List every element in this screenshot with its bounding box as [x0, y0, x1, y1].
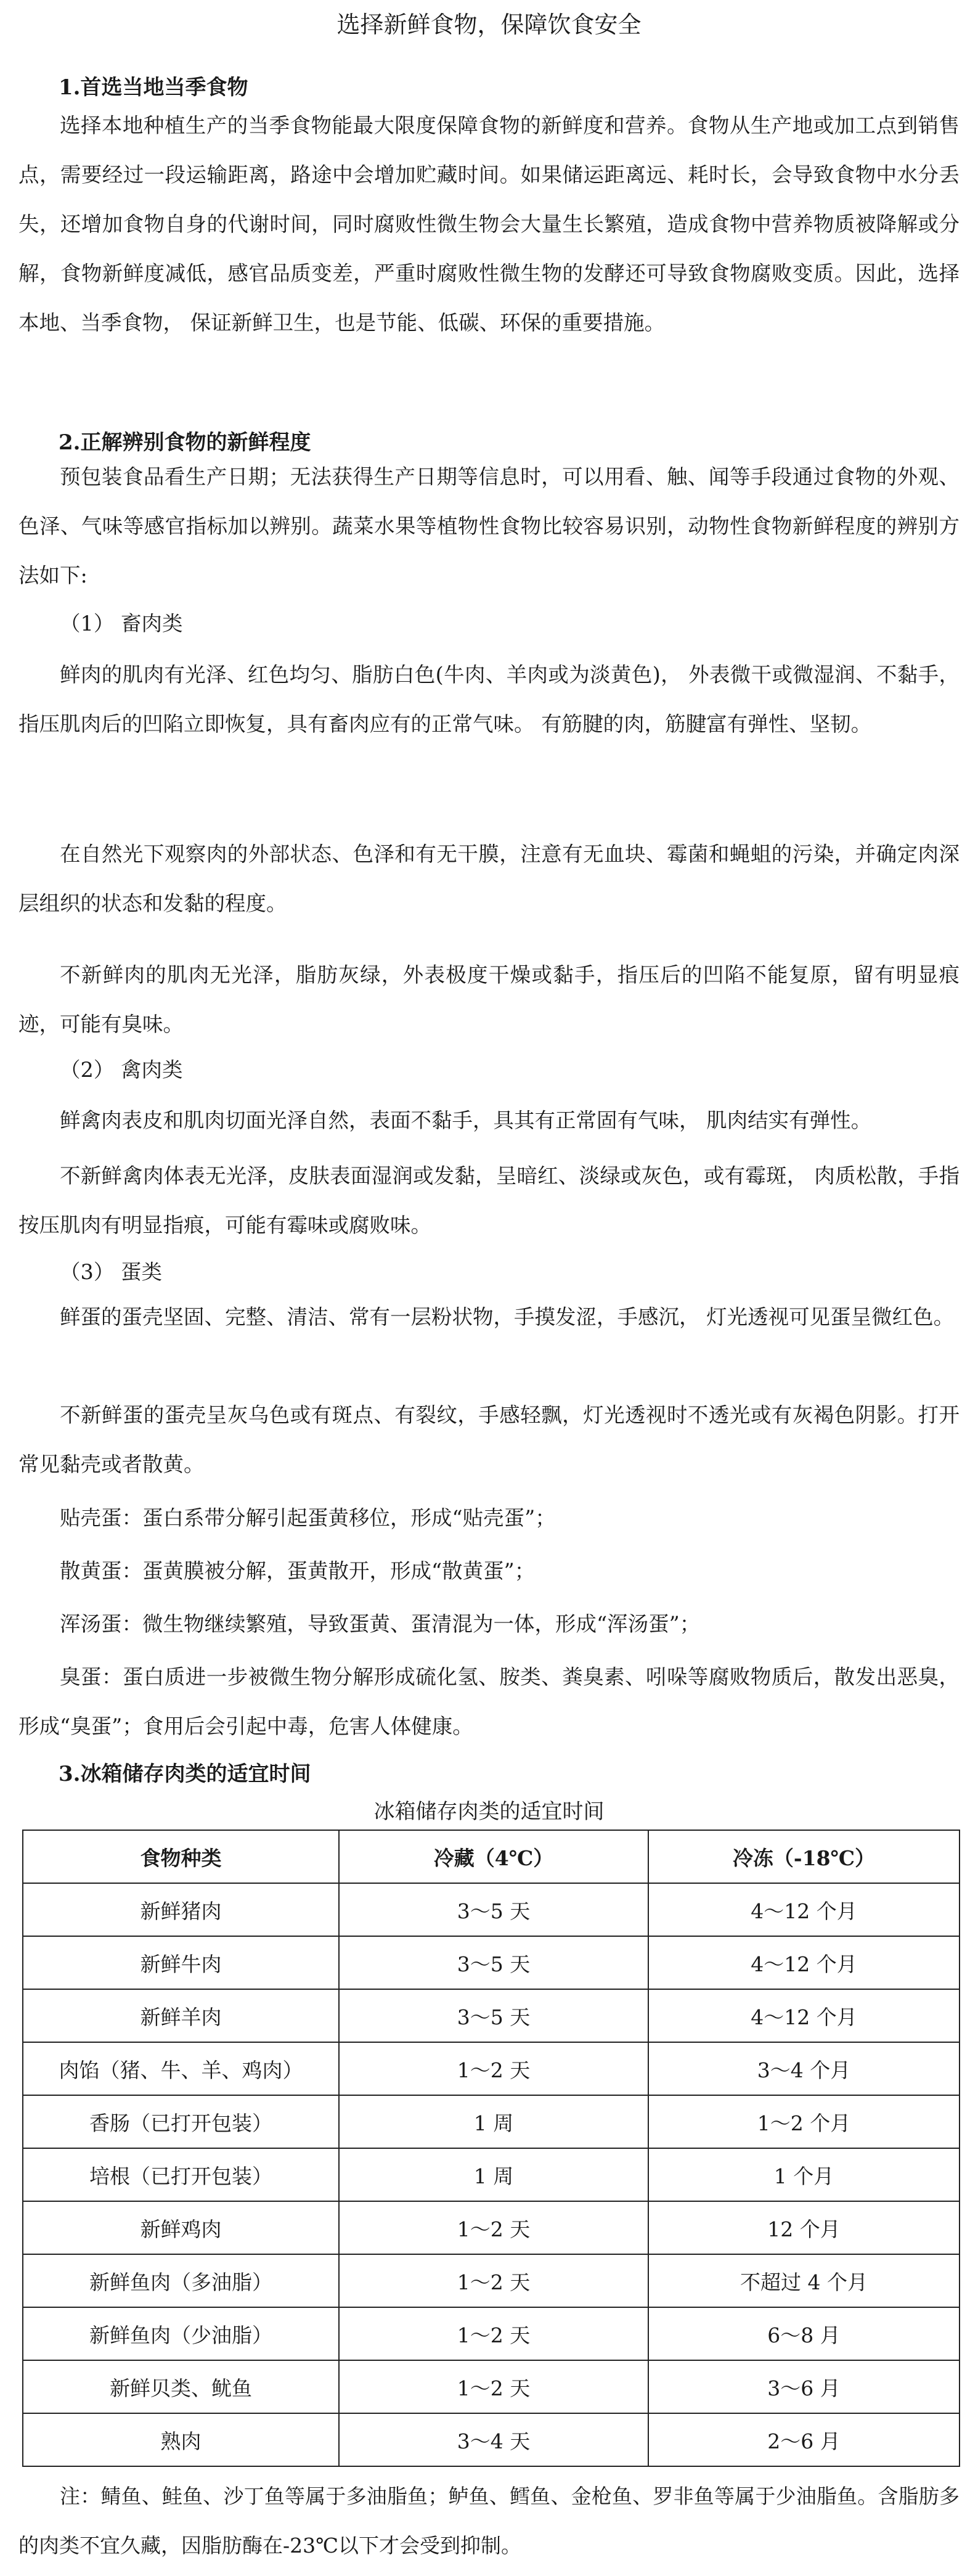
table-cell-freeze: 4～12 个月 — [648, 1936, 960, 1989]
table-cell-freeze: 不超过 4 个月 — [648, 2254, 960, 2307]
section1-heading: 1.首选当地当季食物 — [59, 75, 248, 100]
table-row — [23, 1883, 960, 1936]
table-cell-refrigerate: 1 周 — [339, 2095, 648, 2148]
livestock-paragraph-2: 在自然光下观察肉的外部状态、色泽和有无干膜，注意有无血块、霉菌和蝇蛆的污染，并确定肉深层组织的状态和发黏的程度。 — [18, 842, 960, 915]
section2-intro: 预包装食品看生产日期；无法获得生产日期等信息时，可以用看、触、闻等手段通过食物的外观、色泽、气味等感官指标加以辨别。蔬菜水果等植物性食物比较容易识别，动物性食物新鲜程度的辨别方法如下: — [18, 465, 960, 587]
livestock-paragraph-3: 不新鲜肉的肌肉无光泽，脂肪灰绿，外表极度干燥或黏手，指压后的凹陷不能复原，留有明显痕迹，可能有臭味。 — [18, 963, 960, 1036]
table-row — [23, 2095, 960, 2148]
table-cell-refrigerate: 3～4 天 — [339, 2413, 648, 2466]
table-cell-refrigerate: 1～2 天 — [339, 2307, 648, 2360]
table-cell-food: 新鲜羊肉 — [23, 1989, 339, 2042]
table-cell-freeze: 3～4 个月 — [648, 2042, 960, 2095]
table-cell-freeze: 4～12 个月 — [648, 1989, 960, 2042]
table-row — [23, 2201, 960, 2254]
table-cell-freeze: 1 个月 — [648, 2148, 960, 2201]
table-header-row — [23, 1830, 960, 1883]
table-cell-freeze: 1～2 个月 — [648, 2095, 960, 2148]
page-title: 选择新鲜食物，保障饮食安全 — [336, 11, 642, 38]
table-cell-food: 新鲜贝类、鱿鱼 — [23, 2360, 339, 2413]
livestock-label: （1） 畜肉类 — [60, 611, 183, 636]
table-row — [23, 2307, 960, 2360]
table-cell-refrigerate: 1 周 — [339, 2148, 648, 2201]
section1-paragraph: 选择本地种植生产的当季食物能最大限度保障食物的新鲜度和营养。食物从生产地或加工点到销售点，需要经过一段运输距离，路途中会增加贮藏时间。如果储运距离远、耗时长，会导致食物中水分丢失，还增加食物自身的代谢时间，同时腐败性微生物会大量生长繁殖，造成食物中营养物质被降解或分解，食物新鲜度减低，感官品质变差，严重时腐败性微生物的发酵还可导致食物腐败变质。因此，选择本地、当季食物， 保证新鲜卫生，也是节能、低碳、环保的重要措施。 — [18, 113, 960, 335]
table-cell-freeze: 3～6 月 — [648, 2360, 960, 2413]
table-row — [23, 2413, 960, 2466]
table-row — [23, 2042, 960, 2095]
column-header-food: 食物种类 — [23, 1830, 339, 1883]
table-cell-freeze: 2～6 月 — [648, 2413, 960, 2466]
column-header-freeze: 冷冻（-18℃） — [648, 1830, 960, 1883]
poultry-paragraph-2: 不新鲜禽肉体表无光泽，皮肤表面湿润或发黏，呈暗红、淡绿或灰色，或有霉斑， 肉质松散，手指按压肌肉有明显指痕，可能有霉味或腐败味。 — [18, 1164, 960, 1237]
table-cell-refrigerate: 3～5 天 — [339, 1989, 648, 2042]
table-cell-refrigerate: 1～2 天 — [339, 2042, 648, 2095]
table-row — [23, 2254, 960, 2307]
table-cell-freeze: 12 个月 — [648, 2201, 960, 2254]
livestock-paragraph-1: 鲜肉的肌肉有光泽、红色均匀、脂肪白色(牛肉、羊肉或为淡黄色)， 外表微干或微湿润、不黏手，指压肌肉后的凹陷立即恢复，具有畜肉应有的正常气味。 有筋腱的肉，筋腱富有弹性、坚韧。 — [18, 663, 960, 736]
section2-heading: 2.正解辨别食物的新鲜程度 — [59, 430, 311, 455]
poultry-paragraph-1: 鲜禽肉表皮和肌肉切面光泽自然，表面不黏手，具其有正常固有气味， 肌肉结实有弹性。 — [60, 1108, 872, 1132]
table-cell-food: 培根（已打开包装） — [23, 2148, 339, 2201]
table-cell-food: 肉馅（猪、牛、羊、鸡肉） — [23, 2042, 339, 2095]
table-row — [23, 1936, 960, 1989]
column-header-refrigerate: 冷藏（4℃） — [339, 1830, 648, 1883]
table-row — [23, 2148, 960, 2201]
table-row — [23, 1989, 960, 2042]
table-cell-freeze: 6～8 月 — [648, 2307, 960, 2360]
poultry-label: （2） 禽肉类 — [60, 1058, 183, 1082]
egg-type-tiekedan: 贴壳蛋：蛋白系带分解引起蛋黄移位，形成“贴壳蛋”； — [60, 1506, 556, 1530]
table-cell-food: 新鲜猪肉 — [23, 1883, 339, 1936]
table-caption: 冰箱储存肉类的适宜时间 — [373, 1799, 605, 1824]
table-cell-refrigerate: 1～2 天 — [339, 2201, 648, 2254]
eggs-paragraph-1: 鲜蛋的蛋壳坚固、完整、清洁、常有一层粉状物，手摸发涩，手感沉， 灯光透视可见蛋呈微红色。 — [60, 1305, 955, 1329]
storage-time-table — [22, 1830, 960, 2467]
eggs-paragraph-2: 不新鲜蛋的蛋壳呈灰乌色或有斑点、有裂纹，手感轻飘，灯光透视时不透光或有灰褐色阴影。打开常见黏壳或者散黄。 — [18, 1403, 960, 1476]
eggs-label: （3） 蛋类 — [60, 1260, 162, 1284]
table-cell-food: 熟肉 — [23, 2413, 339, 2466]
table-cell-food: 新鲜鱼肉（少油脂） — [23, 2307, 339, 2360]
egg-type-choudan: 臭蛋：蛋白质进一步被微生物分解形成硫化氢、胺类、粪臭素、吲哚等腐败物质后，散发出恶臭，形成“臭蛋”；食用后会引起中毒，危害人体健康。 — [18, 1665, 960, 1738]
table-cell-freeze: 4～12 个月 — [648, 1883, 960, 1936]
egg-type-sanhuangdan: 散黄蛋：蛋黄膜被分解，蛋黄散开，形成“散黄蛋”； — [60, 1559, 536, 1583]
table-row — [23, 2360, 960, 2413]
egg-type-huntangdan: 浑汤蛋：微生物继续繁殖，导致蛋黄、蛋清混为一体，形成“浑汤蛋”； — [60, 1612, 701, 1636]
table-cell-refrigerate: 1～2 天 — [339, 2254, 648, 2307]
table-cell-refrigerate: 1～2 天 — [339, 2360, 648, 2413]
table-cell-refrigerate: 3～5 天 — [339, 1936, 648, 1989]
table-cell-refrigerate: 3～5 天 — [339, 1883, 648, 1936]
table-cell-food: 新鲜鸡肉 — [23, 2201, 339, 2254]
table-cell-food: 新鲜鱼肉（多油脂） — [23, 2254, 339, 2307]
table-cell-food: 新鲜牛肉 — [23, 1936, 339, 1989]
table-footnote: 注：鲭鱼、鲑鱼、沙丁鱼等属于多油脂鱼；鲈鱼、鳕鱼、金枪鱼、罗非鱼等属于少油脂鱼。含脂肪多的肉类不宜久藏，因脂肪酶在-23℃以下才会受到抑制。 — [18, 2484, 960, 2558]
section3-heading: 3.冰箱储存肉类的适宜时间 — [59, 1762, 311, 1786]
table-cell-food: 香肠（已打开包装） — [23, 2095, 339, 2148]
